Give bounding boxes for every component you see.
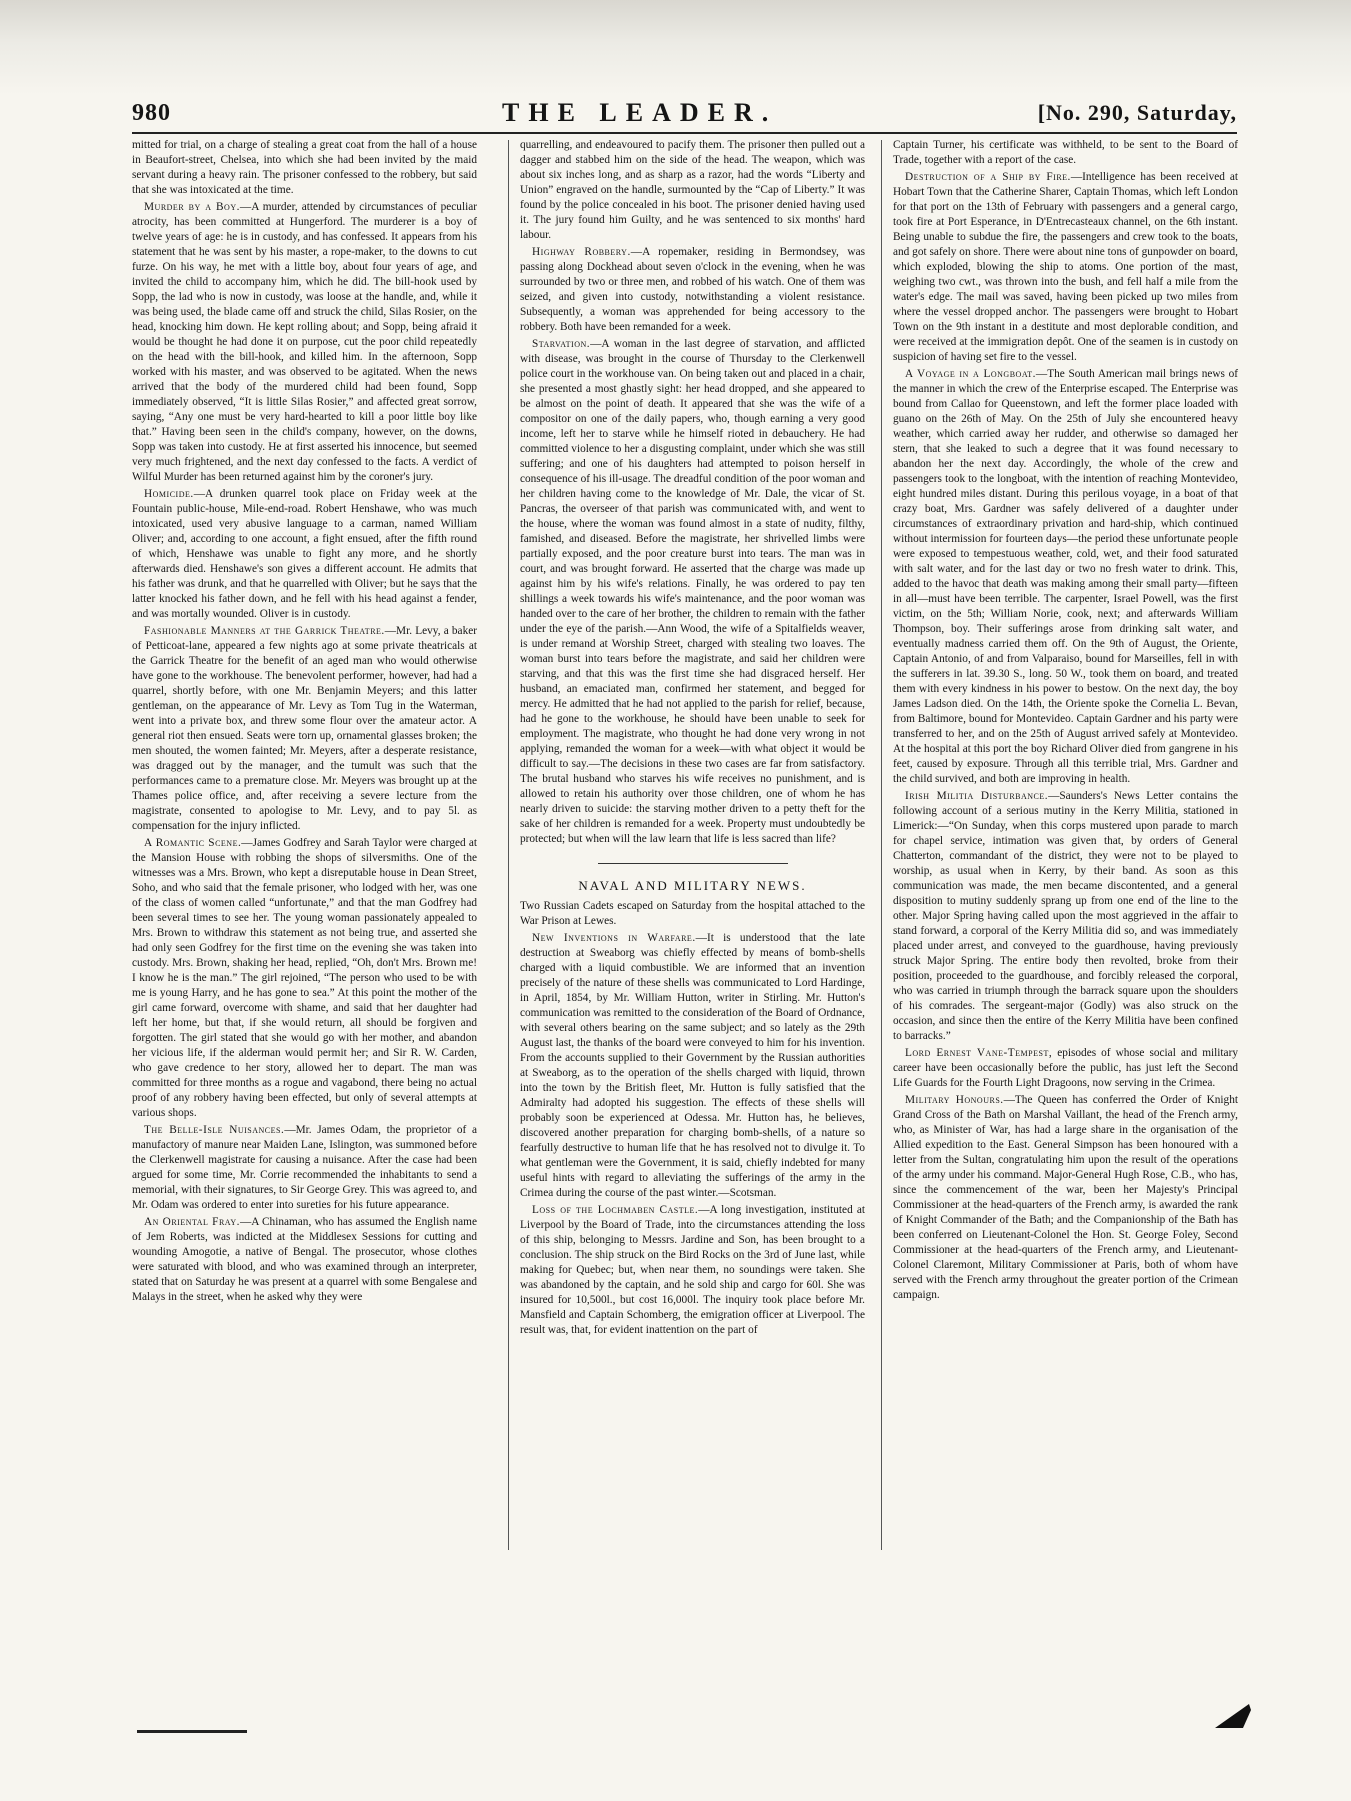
article-paragraph (520, 245, 865, 335)
article-paragraph (520, 138, 865, 243)
article-headline: Military Honours. (905, 1094, 1004, 1106)
section-heading: NAVAL AND MILITARY NEWS. (578, 878, 807, 893)
article-paragraph (132, 1123, 477, 1213)
article-text: —A Chinaman, who has assumed the English name of Jem Roberts, was indicted at the Middlesex Sessions for cutting and wounding Amogotie, a native of Bengal. The prosecutor, whose clothes were saturated with blood, and who was examined through an interpreter, stated that on Saturday he was present at a quarrel with some Bengalese and Malays in the street, when he asked why they were (132, 1216, 477, 1303)
article-headline: Irish Militia Disturbance. (905, 790, 1049, 802)
article-text: —Mr. James Odam, the proprietor of a manufactory of manure near Maiden Lane, Islington, was summoned before the Clerkenwell magistrate for causing a nuisance. After the case had been argued for some time, Mr. Corrie recommended the inhabitants to send a memorial, with their signatures, to Sir George Grey. This was agreed to, and Mr. Odam was ordered to enter into sureties for his future appearance. (132, 1124, 477, 1211)
article-headline: Starvation. (532, 338, 591, 350)
article-text: Two Russian Cadets escaped on Saturday from the hospital attached to the War Prison at Lewes. (520, 900, 865, 927)
article-paragraph (132, 138, 477, 198)
column-1 (132, 138, 477, 1307)
article-paragraph (893, 138, 1238, 168)
article-text: —A drunken quarrel took place on Friday week at the Fountain public-house, Mile-end-road. Robert Henshawe, who was much intoxicated, used very abusive language to a carman, named William Oliver; and, according to one account, a fight ensued, after the fifth round of which, Henshawe was unable to fight any more, and he shortly afterwards died. Henshawe's son gives a different account. He admits that his father was drunk, and that he quarrelled with Oliver; but he says that the latter knocked his father down, and he fell with his head against a fender, and was mortally wounded. Oliver is in custody. (132, 488, 477, 620)
article-headline: A Romantic Scene. (144, 837, 242, 849)
section-rule (598, 863, 788, 864)
column-3 (893, 138, 1238, 1305)
article-headline: Highway Robbery. (532, 246, 631, 258)
article-paragraph (893, 1046, 1238, 1091)
scan-top-shading (0, 0, 1351, 95)
article-text: —The Queen has conferred the Order of Knight Grand Cross of the Bath on Marshal Vaillant, the head of the French army, who, as Minister of War, has had a large share in the organisation of the Allied expedition to the East. General Simpson has been honoured with a letter from the Sultan, congratulating him upon the result of the operations of the army under his command. Major-General Hugh Rose, C.B., who has, since the commencement of the war, been her Majesty's Principal Commissioner at the head-quarters of the French army, is awarded the rank of Knight Commander of the Bath; and the Companionship of the Bath has been conferred on Lieutenant-Colonel the Hon. St. George Foley, Second Commissioner at the head-quarters of the French army, and Lieutenant-Colonel Claremont, Military Commissioner at Paris, both of whom have served with the French army throughout the greater portion of the Crimean campaign. (893, 1094, 1238, 1301)
article-paragraph (520, 931, 865, 1201)
article-text: —A ropemaker, residing in Bermondsey, was passing along Dockhead about seven o'clock in the evening, when he was surrounded by two or three men, and robbed of his watch. One of them was seized, and given into custody, notwithstanding a violent resistance. Subsequently, a woman was apprehended for being accessory to the robbery. Both have been remanded for a week. (520, 246, 865, 333)
article-text: —Mr. Levy, a baker of Petticoat-lane, appeared a few nights ago at some private theatricals at the Garrick Theatre for the benefit of an aged man who would otherwise have gone to the workhouse. The benevolent performer, however, had had a quarrel, shortly before, with one Mr. Benjamin Meyers; and this latter gentleman, on the appearance of Mr. Levy as Tom Tug in the Waterman, went into a private box, and threw some flour over the amateur actor. A general riot then ensued. Seats were torn up, ornamental glasses broken; the men shouted, the women fainted; Mr. Meyers, after a desperate resistance, was dragged out by the manager, and the tumult was such that the performances came to a premature close. Mr. Meyers was brought up at the Thames police office, and, after receiving a severe lecture from the magistrate, consented to apologise to Mr. Levy, and to pay 5l. as compensation for the injury inflicted. (132, 625, 477, 832)
article-text: —A long investigation, instituted at Liverpool by the Board of Trade, into the circumstances attending the loss of this ship, belonging to Messrs. Jardine and Son, has been brought to a conclusion. The ship struck on the Bird Rocks on the 3rd of June last, while making for Quebec; but, when near them, no soundings were taken. She was abandoned by the captain, and he sold ship and cargo for 60l. She was insured for 10,500l., but cost 16,000l. The inquiry took place before Mr. Mansfield and Captain Schomberg, the emigration officer at Liverpool. The result was, that, for evident inattention on the part of (520, 1204, 865, 1336)
article-text: Captain Turner, his certificate was withheld, to be sent to the Board of Trade, together with a report of the case. (893, 139, 1238, 166)
article-text: —James Godfrey and Sarah Taylor were charged at the Mansion House with robbing the shops of silversmiths. One of the witnesses was a Mrs. Brown, who kept a disreputable house in Dean Street, Soho, and who said that the female prisoner, who lodged with her, was one of the class of women called “unfortunate,” and that the man Godfrey had been several times to see her. The young woman passionately appealed to Mrs. Brown to withdraw this statement as not being true, and asserted she had only seen Godfrey for the first time on the evening she was taken into custody. Mrs. Brown, shaking her head, replied, “Oh, don't Mrs. Brown me! I know he is the man.” The girl rejoined, “The person who used to be with me is young Harry, and he has gone to sea.” At this point the mother of the girl came forward, overcome with shame, and said that her daughter had left her home, but that, if she would return, all should be forgiven and forgotten. The girl stated that she would go with her mother, and abandon her vicious life, if the alderman would permit her; and Sir R. W. Carden, who gave credence to her story, allowed her to depart. The man was committed for three months as a rogue and vagabond, there being no actual proof of any robbery having been effected, but only of several attempts at various shops. (132, 837, 477, 1119)
article-paragraph (893, 170, 1238, 365)
article-paragraph (132, 624, 477, 834)
column-2 (520, 138, 865, 1340)
article-text: episodes of whose social and military career have been occasionally before the public, has just left the Second Life Guards for the Fourth Light Dragoons, now serving in the Crimea. (893, 1047, 1238, 1089)
article-paragraph (520, 1203, 865, 1338)
article-paragraph (520, 899, 865, 929)
article-paragraph (520, 337, 865, 847)
article-headline: A Voyage in a Longboat. (905, 368, 1036, 380)
article-headline: Murder by a Boy. (144, 201, 240, 213)
article-text: —It is understood that the late destruction at Sweaborg was chiefly effected by means of bomb-shells charged with a liquid combustible. We are informed that an invention precisely of the nature of these shells was communicated to Lord Hardinge, in April, 1854, by Mr. William Hutton, writer in Stirling. Mr. Hutton's communication was remitted to the consideration of the Board of Ordnance, with several others bearing on the same subject; and so lately as the 29th August last, the thanks of the board were conveyed to him for his invention. From the accounts supplied to their Government by the Russian authorities at Sweaborg, as to the operation of the shells charged with liquid, thrown into the town by the British fleet, Mr. Hutton is fully satisfied that the Admiralty had adopted his suggestion. The effects of these shells will probably soon be experienced at Odessa. Mr. Hutton has, he believes, discovered another preparation for charging bomb-shells, of a nature so fearfully destructive to human life that he has resolved not to divulge it. To what gentleman were the Government, it is said, chiefly indebted for many useful hints with regard to alleviating the sufferings of the army in the Crimea during the course of the past winter.—Scotsman. (520, 932, 866, 1199)
article-paragraph (893, 367, 1238, 787)
article-text: quarrelling, and endeavoured to pacify them. The prisoner then pulled out a dagger and stabbed him on the side of the head. The weapon, which was about six inches long, and as sharp as a razor, had the words “Liberty and Union” engraved on the handle, surmounted by the “Cap of Liberty.” It was found by the police concealed in his boot. The prisoner denied having used it. The jury found him Guilty, and he was sentenced to six months' hard labour. (520, 139, 865, 241)
article-paragraph (893, 789, 1238, 1044)
column-divider (508, 140, 509, 1550)
article-text: mitted for trial, on a charge of stealing a great coat from the hall of a house in Beaufort-street, Chelsea, into which she had been invited by the maid servant during a heavy rain. The prisoner confessed to the robbery, but said that she was intoxicated at the time. (132, 139, 477, 196)
article-text: —The South American mail brings news of the manner in which the crew of the Enterprise escaped. The Enterprise was bound from Callao for Queenstown, and left the former place loaded with guano on the 26th of May. On the 25th of July she encountered heavy weather, which carried away her rudder, and otherwise so damaged her stern, that she leaked to such a degree that it was found necessary to abandon her the next day. Accordingly, the whole of the crew and passengers took to the longboat, with the intention of reaching Montevideo, eight hundred miles distant. During this perilous voyage, in a boat of that crazy boat, Mrs. Gardner was safely delivered of a daughter under circumstances of extraordinary privation and hard-ship, which continued without intermission for fourteen days—the period these unfortunate people were exposed to tempestuous weather, cold, wet, and their food saturated with salt water, and for the last day or two no fresh water to drink. This, added to the havoc that death was making among their small party—fifteen in all—must have been terrible. The carpenter, Israel Powell, was the first victim, on the 5th; William Norie, cook, next; and afterwards William Thompson, boy. Their sufferings arose from drinking salt water, and eventually madness carried them off. On the 9th of August, the Oriente, Captain Antonio, of and from Valparaiso, bound for Marseilles, fell in with the sufferers in lat. 39.30 S., long. 50 W., took them on board, and treated them with every kindness in his power to bestow. On the next day, the boy James Ladson died. On the 14th, the Oriente spoke the Cornelia L. Bevan, from Baltimore, bound for Montevideo. Captain Gardner and his party were transferred to her, and on the 25th of August arrived safely at Montevideo. At the hospital at this port the boy Richard Oliver died from gangrene in his feet, caused by exposure. Through all this terrible trial, Mrs. Gardner and the child survived, and both are improving in health. (893, 368, 1238, 785)
article-headline: Homicide. (144, 488, 194, 500)
article-headline: Lord Ernest Vane-Tempest, (905, 1047, 1053, 1059)
article-text: —Saunders's News Letter contains the following account of a serious mutiny in the Kerry Militia, stationed in Limerick:—“On Sunday, when this corps mustered upon parade to march for chapel service, intimation was given that, by orders of General Chatterton, commandant of the district, they were not to be played to worship, as usual when in Kerry, by their band. As soon as this communication was made, the men became discontented, and a general disposition to mutiny suddenly sprang up from one end of the line to the other. Major Spring having called upon the most aggrieved in the affair to stand forward, a corporal of the Kerry Militia did so, and was immediately placed under arrest, and conveyed to the guardhouse, having previously struck Major Spring. The entire body then revolted, broke from their position, proceeded to the guardhouse, and forcibly released the corporal, who was carried in triumph through the barrack square upon the shoulders of his comrades. The sergeant-major (Godly) was also struck on the occasion, and since then the entire of the Kerry Militia have been confined to barracks.” (893, 790, 1238, 1042)
page-number: 980 (132, 100, 171, 126)
article-paragraph (132, 1215, 477, 1305)
article-paragraph (893, 1093, 1238, 1303)
newspaper-title: THE LEADER. (502, 98, 778, 127)
masthead-rule (132, 132, 1237, 134)
article-paragraph (132, 836, 477, 1121)
article-text: —Intelligence has been received at Hobart Town that the Catherine Sharer, Captain Thomas, which left London for that port on the 13th of February with passengers and a general cargo, took fire at Port Esperance, in D'Entrecasteaux channel, on the 6th instant. Being unable to subdue the fire, the passengers and crew took to the boats, and got safely on shore. There were about nine tons of gunpowder on board, which exploded, blowing the ship to atoms. One portion of the mast, weighing two cwt., was thrown into the bush, and fell half a mile from the water's edge. The mail was saved, having been picked up two miles from where the vessel dropped anchor. The passengers were brought to Hobart Town on the 9th instant in a destitute and most deplorable condition, and were received at the immigration depôt. One of the seamen is in custody on suspicion of having set fire to the vessel. (893, 171, 1239, 363)
ink-flourish-mark (1213, 1700, 1253, 1730)
article-text: —A murder, attended by circumstances of peculiar atrocity, has been committed at Hungerford. The murderer is a boy of twelve years of age: he is in custody, and has confessed. It appears from his statement that he was sent by his master, a rope-maker, to the downs to cut furze. On his way, he met with a little boy, about four years of age, and invited the child to accompany him, which he did. The bill-hook used by Sopp, the lad who is now in custody, was loose at the handle, and, while it was being used, the blade came off and struck the child, Silas Rosier, on the head, knocking him down. He kept rolling about; and Sopp, being afraid it would be thought he had done it on purpose, cut the poor child repeatedly on the head with the bill-hook, and killed him. In the afternoon, Sopp worked with his master, and was observed to be agitated. When the news arrived that the body of the murdered child had been found, Sopp immediately observed, “It is little Silas Rosier,” and affected great sorrow, saying, “Any one must be very hard-hearted to kill a poor little boy like that.” Having been seen in the child's company, however, on the downs, Sopp was taken into custody. He at first asserted his innocence, but seemed very much frightened, and the next day confessed to the facts. A verdict of Wilful Murder has been returned against him by the coroner's jury. (132, 201, 477, 483)
article-headline: Destruction of a Ship by Fire. (905, 171, 1071, 183)
article-headline: Fashionable Manners at the Garrick Theatre. (144, 625, 385, 637)
article-headline: An Oriental Fray. (144, 1216, 240, 1228)
issue-date: [No. 290, Saturday, (1037, 100, 1237, 125)
scan-streak (137, 1730, 247, 1733)
article-paragraph (132, 200, 477, 485)
article-text: —A woman in the last degree of starvation, and afflicted with disease, was brought in the course of Thursday to the Clerkenwell police court in the workhouse van. On being taken out and placed in a chair, she presented a most ghastly sight: her head dropped, and she appeared to be almost on the point of death. It appeared that she was the wife of a compositor on one of the daily papers, who, though earning a very good income, left her to starve while he himself rioted in debauchery. He had committed violence to her a disgusting complaint, under which she was still suffering; and one of his daughters had attempted to poison herself in consequence of his ill-usage. The dreadful condition of the poor woman and her children having come to the knowledge of Mr. Dale, the vicar of St. Pancras, the overseer of that parish was communicated with, and went to the house, where the woman was found almost in a state of nudity, filthy, famished, and diseased. Before the magistrate, her shrivelled limbs were partially exposed, and the poor creature burst into tears. The man was in court, and was brought forward. He asserted that the charge was made up against him by his wife's relations. Finally, he was ordered to pay ten shillings a week towards his wife's maintenance, and the poor woman was handed over to the care of her brother, the children to remain with the father under the eye of the parish.—Ann Wood, the wife of a Spitalfields weaver, is under remand at Worship Street, charged with stealing two loaves. The woman burst into tears before the magistrate, and said her children were starving, and that this was the first time she had disgraced herself. Her husband, an emaciated man, confirmed her statement, and begged for mercy. He admitted that he had not applied to the parish for relief, because, had he gone to the workhouse, he should have been unable to seek for employment. The magistrate, who thought he had done very wrong in not applying, remanded the woman for a week—with what object it would be difficult to say.—The decisions in these two cases are far from satisfactory. The brutal husband who starves his wife receives no punishment, and is allowed to retain his authority over those children, one of whom he has nearly driven to suicide: the starving mother driven to a petty theft for the sake of her children is remanded for a week. Property must undoubtedly be protected; but when will the law learn that life is less sacred than life? (520, 338, 865, 845)
article-headline: New Inventions in Warfare. (532, 932, 696, 944)
article-paragraph (132, 487, 477, 622)
column-divider (881, 140, 882, 1550)
article-headline: The Belle-Isle Nuisances. (144, 1124, 285, 1136)
article-headline: Loss of the Lochmaben Castle. (532, 1204, 699, 1216)
masthead (132, 98, 1237, 132)
